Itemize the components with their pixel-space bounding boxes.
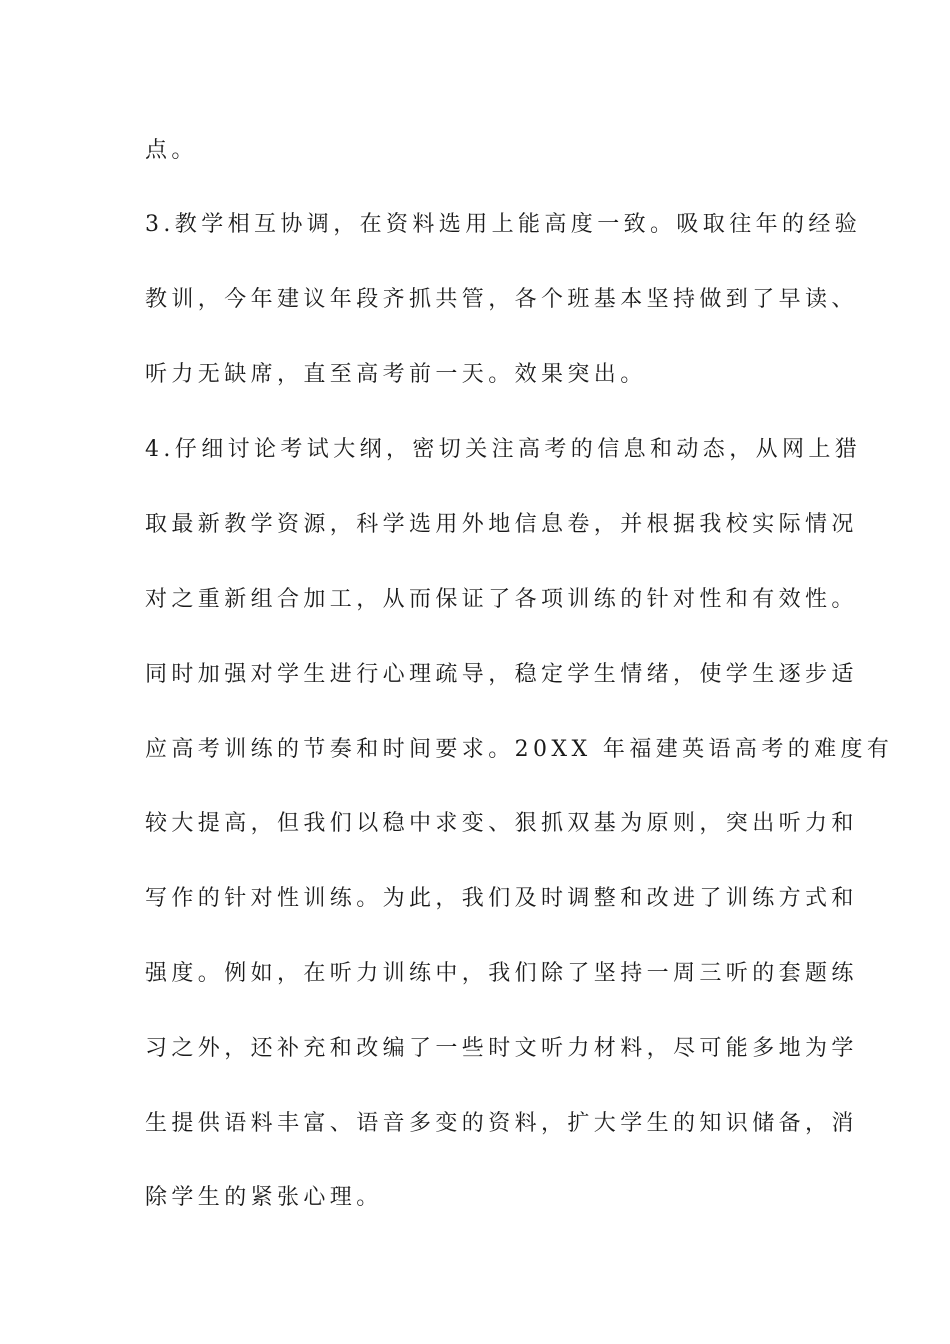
text-line: 生提供语料丰富、语音多变的资料，扩大学生的知识储备，消 xyxy=(145,1111,858,1136)
text-line: 应高考训练的节奏和时间要求。20XX 年福建英语高考的难度有 xyxy=(145,737,894,762)
text-line: 强度。例如，在听力训练中，我们除了坚持一周三听的套题练 xyxy=(145,961,858,986)
text-line: 同时加强对学生进行心理疏导，稳定学生情绪，使学生逐步适 xyxy=(145,662,858,687)
text-line: 4.仔细讨论考试大纲，密切关注高考的信息和动态，从网上猎 xyxy=(145,437,862,462)
text-line: 教训，今年建议年段齐抓共管，各个班基本坚持做到了早读、 xyxy=(145,287,858,312)
text-line: 写作的针对性训练。为此，我们及时调整和改进了训练方式和 xyxy=(145,886,858,911)
text-line: 习之外，还补充和改编了一些时文听力材料，尽可能多地为学 xyxy=(145,1036,858,1061)
text-line: 3.教学相互协调，在资料选用上能高度一致。吸取往年的经验 xyxy=(145,212,862,237)
text-line: 取最新教学资源，科学选用外地信息卷，并根据我校实际情况 xyxy=(145,512,858,537)
text-line: 点。 xyxy=(145,138,198,163)
text-line: 对之重新组合加工，从而保证了各项训练的针对性和有效性。 xyxy=(145,587,858,612)
text-line: 较大提高，但我们以稳中求变、狠抓双基为原则，突出听力和 xyxy=(145,811,858,836)
text-line: 除学生的紧张心理。 xyxy=(145,1185,383,1210)
text-line: 听力无缺席，直至高考前一天。效果突出。 xyxy=(145,362,647,387)
